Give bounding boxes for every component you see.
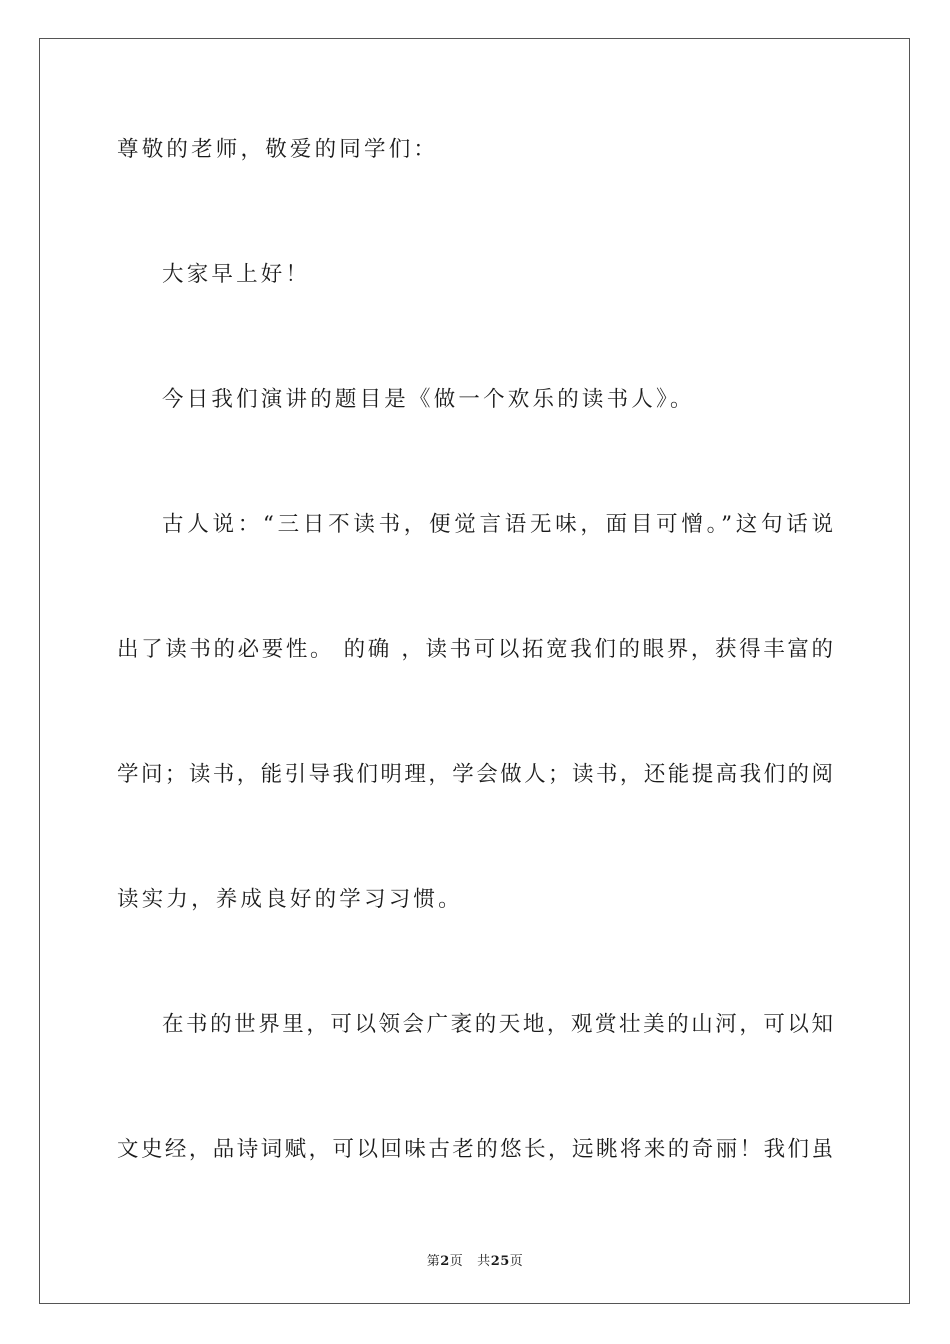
page-footer	[0, 1250, 950, 1269]
paragraph-line: 读实力，养成良好的学习习惯。	[117, 887, 463, 912]
paragraph-line: 学问；读书，能引导我们明理，学会做人；读书，还能提高我们的阅	[117, 762, 833, 787]
page-unit: 页	[449, 1254, 464, 1269]
paragraph-line: 古人说：“三日不读书，便觉言语无味，面目可憎。”这句话说	[162, 512, 833, 537]
page-frame	[39, 38, 910, 1304]
greeting-line: 大家早上好！	[162, 262, 311, 287]
topic-line: 今日我们演讲的题目是《做一个欢乐的读书人》。	[162, 387, 695, 412]
total-label: 共	[477, 1254, 491, 1269]
total-unit: 页	[509, 1254, 524, 1269]
page-number: 2	[440, 1254, 450, 1269]
salutation-line: 尊敬的老师，敬爱的同学们：	[117, 137, 439, 162]
paragraph-line: 在书的世界里，可以领会广袤的天地，观赏壮美的山河，可以知	[162, 1012, 833, 1037]
page-label: 第	[426, 1254, 441, 1269]
paragraph-line: 文史经，品诗词赋，可以回味古老的悠长，远眺将来的奇丽！我们虽	[117, 1137, 833, 1162]
total-pages: 25	[490, 1254, 510, 1269]
paragraph-line: 出了读书的必要性。 的确 ，读书可以拓宽我们的眼界，获得丰富的	[117, 637, 833, 662]
